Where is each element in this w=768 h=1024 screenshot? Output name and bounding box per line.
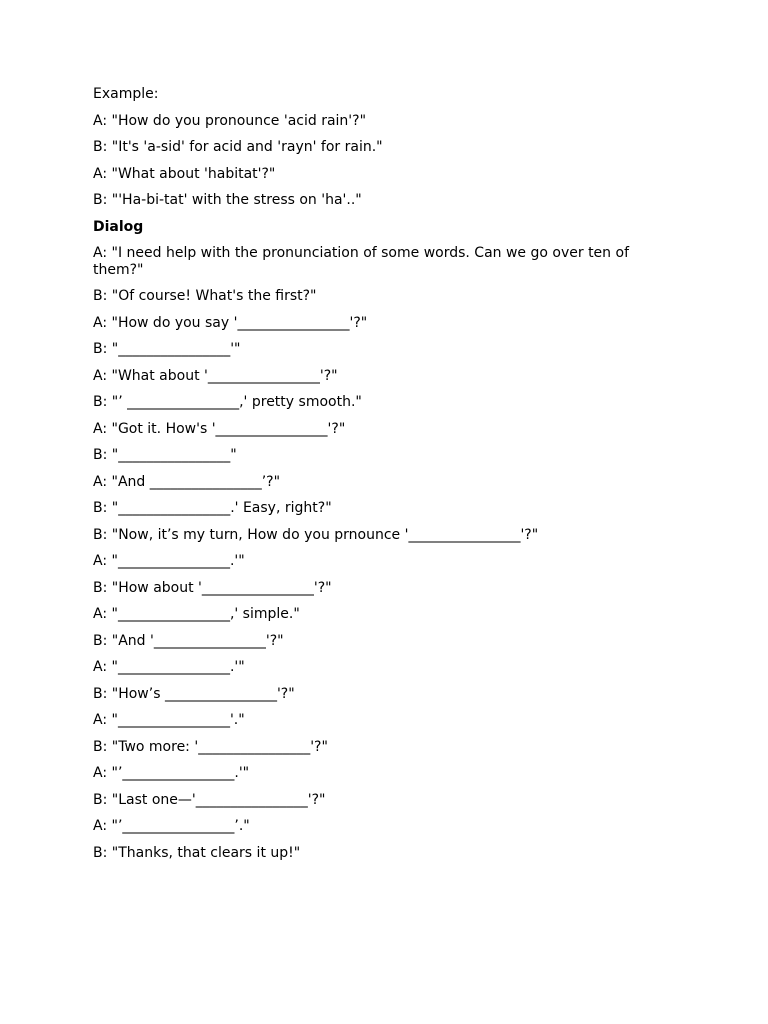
document-page — [93, 86, 653, 871]
dialog-line: B: "And '________________'?" — [93, 632, 284, 649]
dialog-line: B: "Now, it’s my turn, How do you prnounce '________________'?" — [93, 526, 539, 543]
dialog-line: B: "________________'" — [93, 341, 241, 357]
example-line: A: "How do you pronounce 'acid rain'?" — [93, 112, 367, 129]
dialog-line: B: "’ ________________,' pretty smooth." — [93, 394, 362, 410]
dialog-line: A: "And ________________’?" — [93, 473, 281, 490]
dialog-line: A: "How do you say '________________'?" — [93, 314, 368, 331]
example-line: B: "'Ha-bi-tat' with the stress on 'ha'.." — [93, 192, 362, 208]
example-line: A: "What about 'habitat'?" — [93, 165, 276, 182]
dialog-line: B: "Two more: '________________'?" — [93, 738, 328, 755]
dialog-line: A: "What about '________________'?" — [93, 367, 338, 384]
dialog-line: B: "How’s ________________'?" — [93, 685, 295, 702]
dialog-line: A: "’________________.'" — [93, 765, 250, 781]
example-line: B: "It's 'a-sid' for acid and 'rayn' for rain." — [93, 139, 383, 155]
example-section — [93, 113, 653, 209]
dialog-line: A: "I need help with the pronunciation of some words. Can we go over ten of them?" — [93, 245, 634, 278]
dialog-line: A: "________________.'" — [93, 553, 245, 569]
dialog-line: B: "Of course! What's the first?" — [93, 288, 317, 304]
dialog-line: B: "________________" — [93, 447, 237, 463]
dialog-line: A: "________________.'" — [93, 659, 245, 675]
dialog-line: A: "’________________’." — [93, 818, 250, 834]
dialog-line: B: "Thanks, that clears it up!" — [93, 844, 301, 861]
dialog-line: B: "________________.' Easy, right?" — [93, 500, 332, 516]
dialog-heading: Dialog — [93, 218, 144, 235]
dialog-line: A: "Got it. How's '________________'?" — [93, 420, 346, 437]
dialog-line: B: "Last one—'________________'?" — [93, 791, 326, 808]
dialog-line: B: "How about '________________'?" — [93, 579, 332, 596]
dialog-line: A: "________________'." — [93, 712, 245, 728]
example-label: Example: — [93, 86, 159, 102]
dialog-section — [93, 245, 653, 861]
dialog-line: A: "________________,' simple." — [93, 606, 300, 622]
